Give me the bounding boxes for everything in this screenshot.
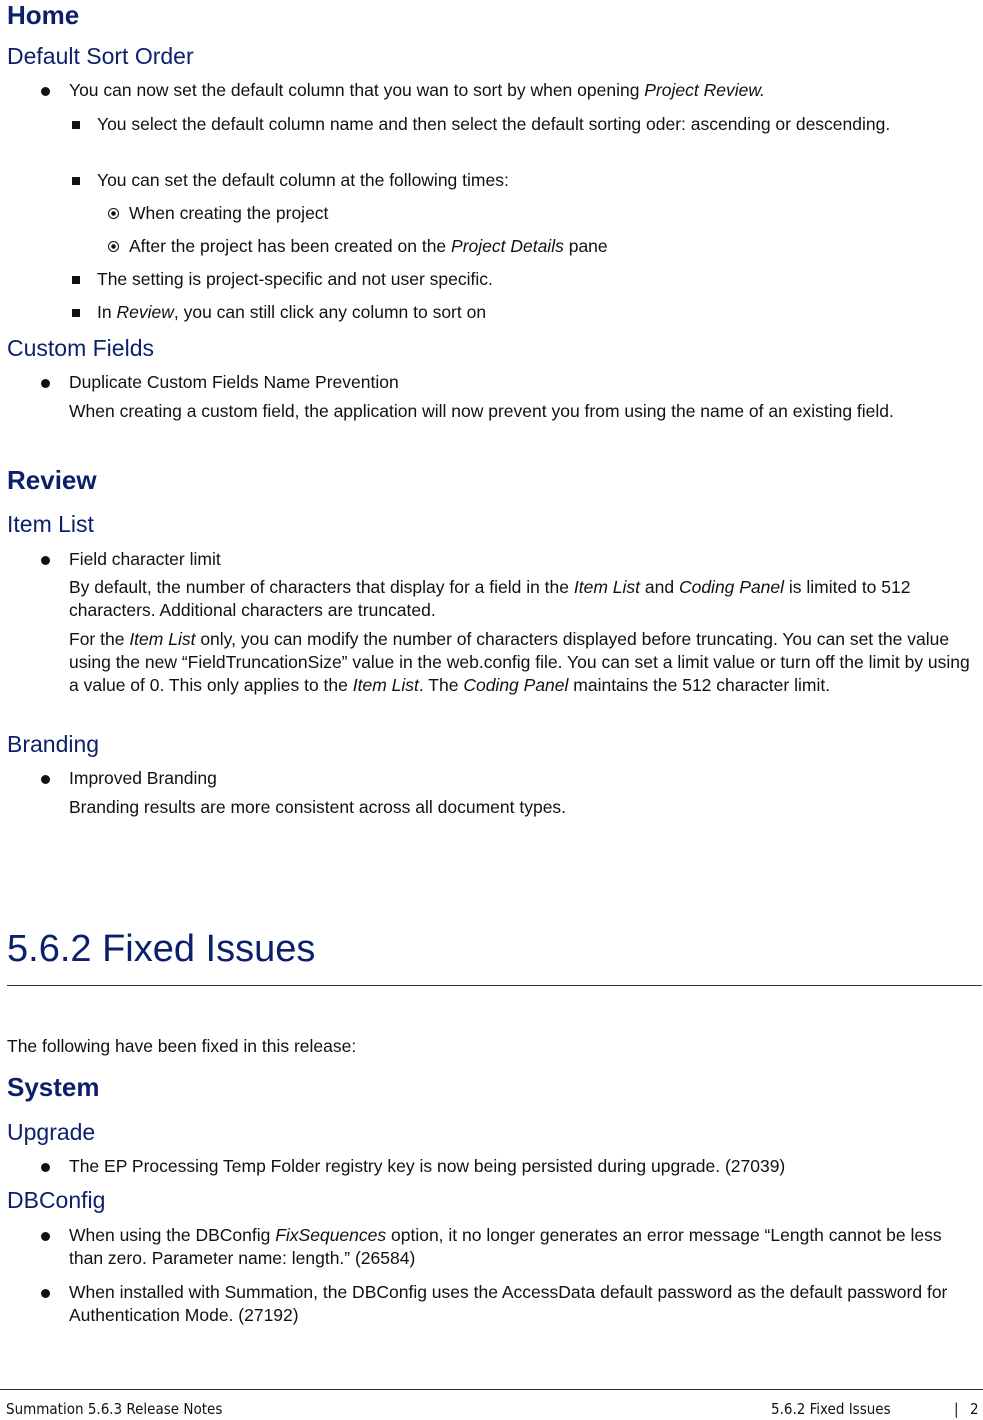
paragraph: Branding results are more consistent across all document types. [69,797,567,817]
emphasis: Project Review. [644,80,765,100]
list-item: Field character limit [69,548,974,571]
emphasis: Item List [129,629,196,649]
section-heading-review: Review [7,465,97,495]
section-heading-system: System [7,1072,100,1102]
title-divider [7,985,982,986]
list-item: The EP Processing Temp Folder registry key is now being persisted during upgrade. (27039) [69,1155,974,1178]
text: , you can still click any column to sort on [173,302,487,322]
subheading-dbconfig: DBConfig [7,1187,106,1213]
footer-section: 5.6.2 Fixed Issues [771,1400,891,1418]
subheading-branding: Branding [7,731,100,757]
footer-separator: | [954,1400,959,1418]
list-item: When installed with Summation, the DBConfig uses the AccessData default password as the default password for Authentication Mode. (27192) [69,1281,974,1327]
paragraph [69,576,979,622]
text: When using the DBConfig [69,1225,276,1245]
section-heading-home: Home [7,0,80,30]
subheading-default-sort-order: Default Sort Order [7,43,194,69]
text: . The [418,675,464,695]
list-item: You select the default column name and then select the default sorting oder: ascending or descending. [97,113,957,136]
subheading-custom-fields: Custom Fields [7,335,154,361]
text: In [97,302,117,322]
text: pane [563,236,608,256]
emphasis: FixSequences [275,1225,387,1245]
emphasis: Item List [573,577,641,597]
text: After the project has been created on the [129,236,452,256]
list-item [69,1224,974,1270]
emphasis: Coding Panel [678,577,785,597]
text: option, it no longer generates an error message “Length cannot be less than zero. Parameter name: length.” (26584) [69,1225,942,1268]
chapter-title: 5.6.2 Fixed Issues [7,928,316,970]
list-item [129,235,929,258]
emphasis: Coding Panel [463,675,569,695]
footer-doc-title: Summation 5.6.3 Release Notes [6,1400,223,1418]
list-item: Duplicate Custom Fields Name Prevention [69,371,974,394]
text: By default, the number of characters that display for a field in the [69,577,574,597]
footer-divider [0,1389,983,1390]
emphasis: Item List [352,675,419,695]
list-item: You can set the default column at the following times: [97,169,957,192]
text: maintains the 512 character limit. [568,675,831,695]
text: You can now set the default column that you wan to sort by when opening [69,80,645,100]
paragraph [69,628,979,697]
footer-page-number: 2 [970,1400,979,1418]
text: and [640,577,679,597]
list-item [97,301,957,324]
subheading-item-list: Item List [7,511,94,537]
list-item: The setting is project-specific and not user specific. [97,268,957,291]
list-item: When creating the project [129,202,929,225]
emphasis: Review [116,302,174,322]
list-item [69,79,974,102]
text: only, you can modify the number of characters displayed before truncating. You can set the value using the new “FieldTruncationSize” value in the web.config file. You can set a limit value or turn off the limit by using a value of 0. This only applies to the [69,629,970,695]
emphasis: Project Details [451,236,564,256]
list-item: Improved Branding [69,767,974,790]
text: is limited to 512 characters. Additional characters are truncated. [69,577,911,620]
text: For the [69,629,130,649]
paragraph: When creating a custom field, the application will now prevent you from using the name of an existing field. [69,401,894,421]
paragraph: The following have been fixed in this release: [7,1036,357,1056]
subheading-upgrade: Upgrade [7,1119,96,1145]
